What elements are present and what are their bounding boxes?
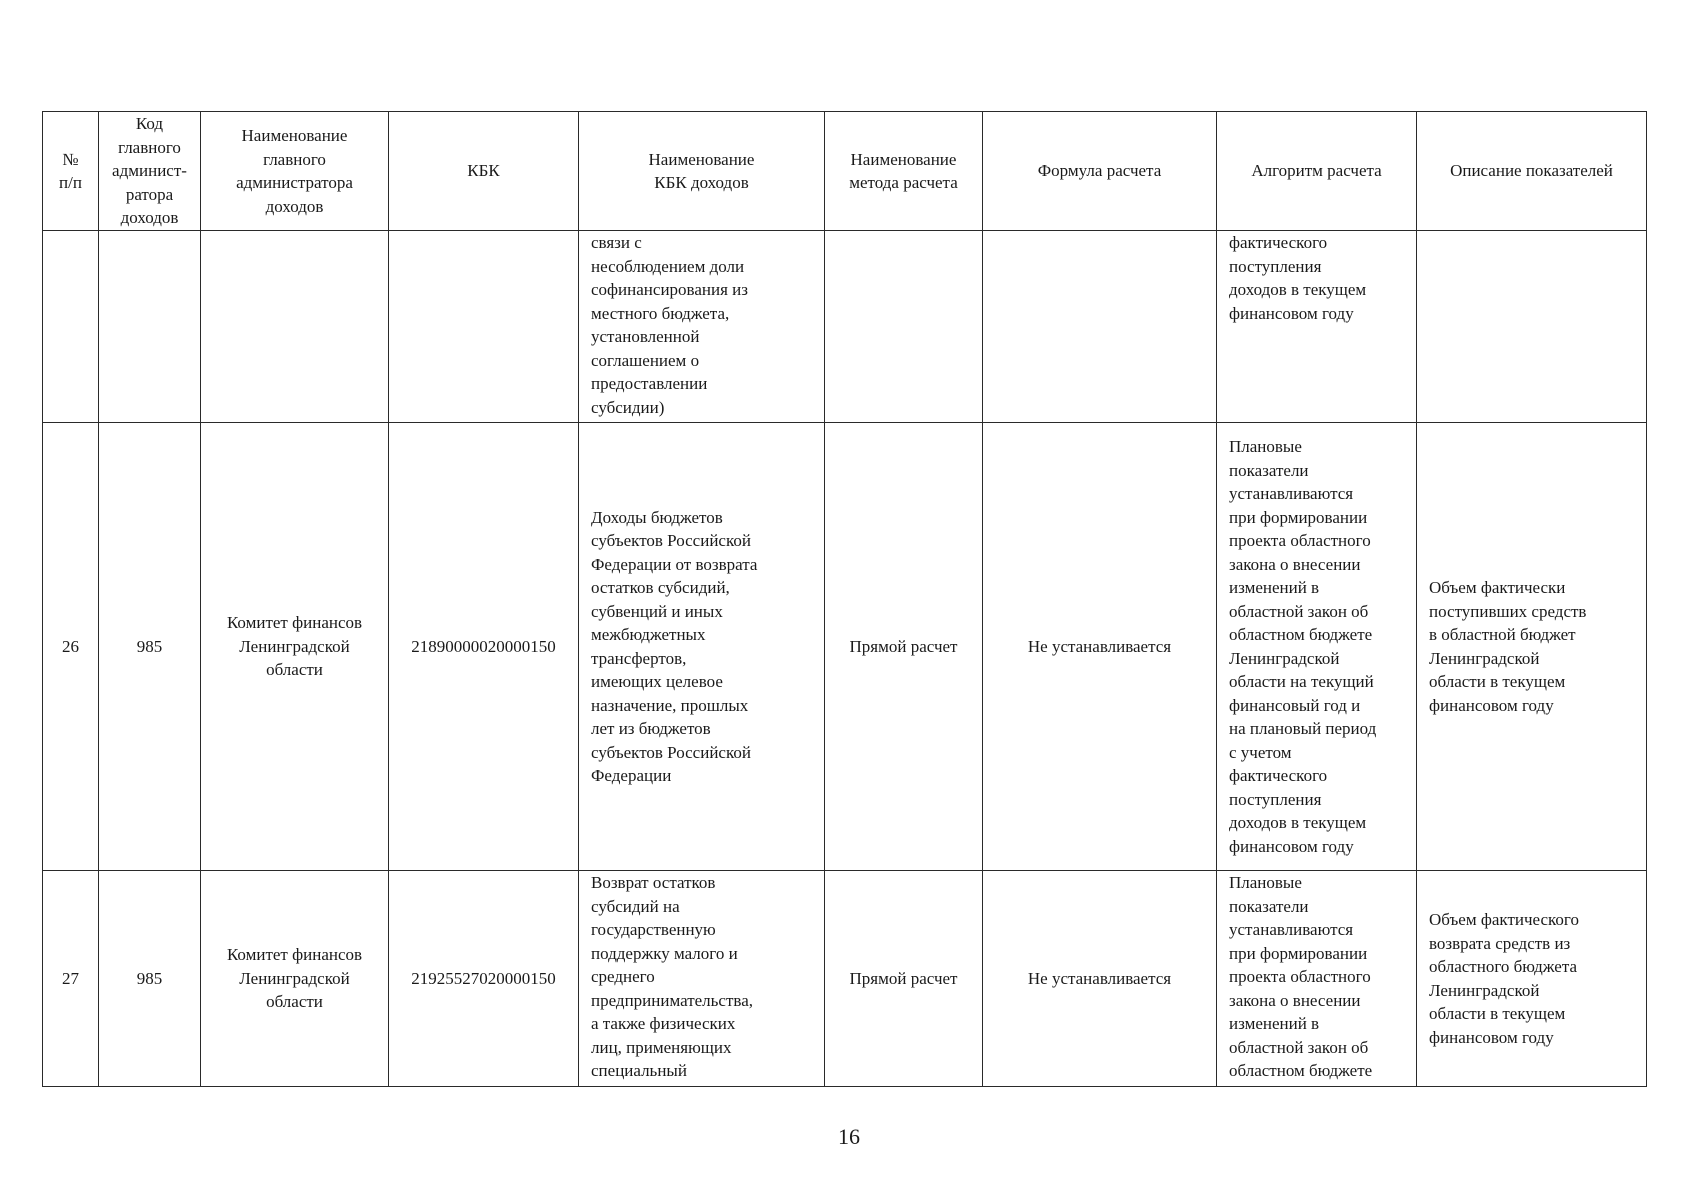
cell-kbk: 21925527020000150 (389, 871, 579, 1087)
cell-num (43, 231, 99, 423)
header-admin-code: Код главного админист- ратора доходов (99, 112, 201, 231)
header-method: Наименование метода расчета (825, 112, 983, 231)
cell-admin-code: 985 (99, 871, 201, 1087)
cell-admin-code: 985 (99, 423, 201, 871)
cell-method: Прямой расчет (825, 423, 983, 871)
header-num: № п/п (43, 112, 99, 231)
cell-kbk (389, 231, 579, 423)
header-kbk: КБК (389, 112, 579, 231)
cell-description: Объем фактического возврата средств из областного бюджета Ленинградской области в текущем финансовом году (1417, 871, 1647, 1087)
cell-algorithm: фактического поступления доходов в текущем финансовом году (1217, 231, 1417, 423)
cell-formula: Не устанавливается (983, 871, 1217, 1087)
header-admin-name: Наименование главного администратора доходов (201, 112, 389, 231)
cell-num: 26 (43, 423, 99, 871)
cell-algorithm: Плановые показатели устанавливаются при формировании проекта областного закона о внесении изменений в областной закон об областном бюджете Ленинградской области на текущий финансовый год и на плановый период с учетом фактического поступления доходов в текущем финансовом году (1217, 423, 1417, 871)
table-row (43, 231, 1647, 423)
cell-method (825, 231, 983, 423)
cell-num: 27 (43, 871, 99, 1087)
cell-kbk-name: Возврат остатков субсидий на государственную поддержку малого и среднего предпринимательства, а также физических лиц, применяющих специальный (579, 871, 825, 1087)
header-formula: Формула расчета (983, 112, 1217, 231)
cell-description: Объем фактически поступивших средств в областной бюджет Ленинградской области в текущем финансовом году (1417, 423, 1647, 871)
cell-admin-name: Комитет финансов Ленинградской области (201, 871, 389, 1087)
revenue-forecast-table (42, 111, 1647, 1087)
cell-formula (983, 231, 1217, 423)
table-row (43, 871, 1647, 1087)
header-row (43, 112, 1647, 231)
table-row (43, 423, 1647, 871)
cell-admin-name (201, 231, 389, 423)
cell-method: Прямой расчет (825, 871, 983, 1087)
cell-kbk: 21890000020000150 (389, 423, 579, 871)
cell-kbk-name: связи с несоблюдением доли софинансирования из местного бюджета, установленной соглашением о предоставлении субсидии) (579, 231, 825, 423)
cell-kbk-name: Доходы бюджетов субъектов Российской Федерации от возврата остатков субсидий, субвенций и иных межбюджетных трансфертов, имеющих целевое назначение, прошлых лет из бюджетов субъектов Российской Федерации (579, 423, 825, 871)
cell-description (1417, 231, 1647, 423)
cell-admin-code (99, 231, 201, 423)
cell-formula: Не устанавливается (983, 423, 1217, 871)
header-kbk-name: Наименование КБК доходов (579, 112, 825, 231)
header-algorithm: Алгоритм расчета (1217, 112, 1417, 231)
cell-algorithm: Плановые показатели устанавливаются при формировании проекта областного закона о внесении изменений в областной закон об областном бюджете (1217, 871, 1417, 1087)
cell-admin-name: Комитет финансов Ленинградской области (201, 423, 389, 871)
page-number: 16 (838, 1124, 860, 1149)
document-sheet (42, 111, 1646, 1087)
header-description: Описание показателей (1417, 112, 1647, 231)
